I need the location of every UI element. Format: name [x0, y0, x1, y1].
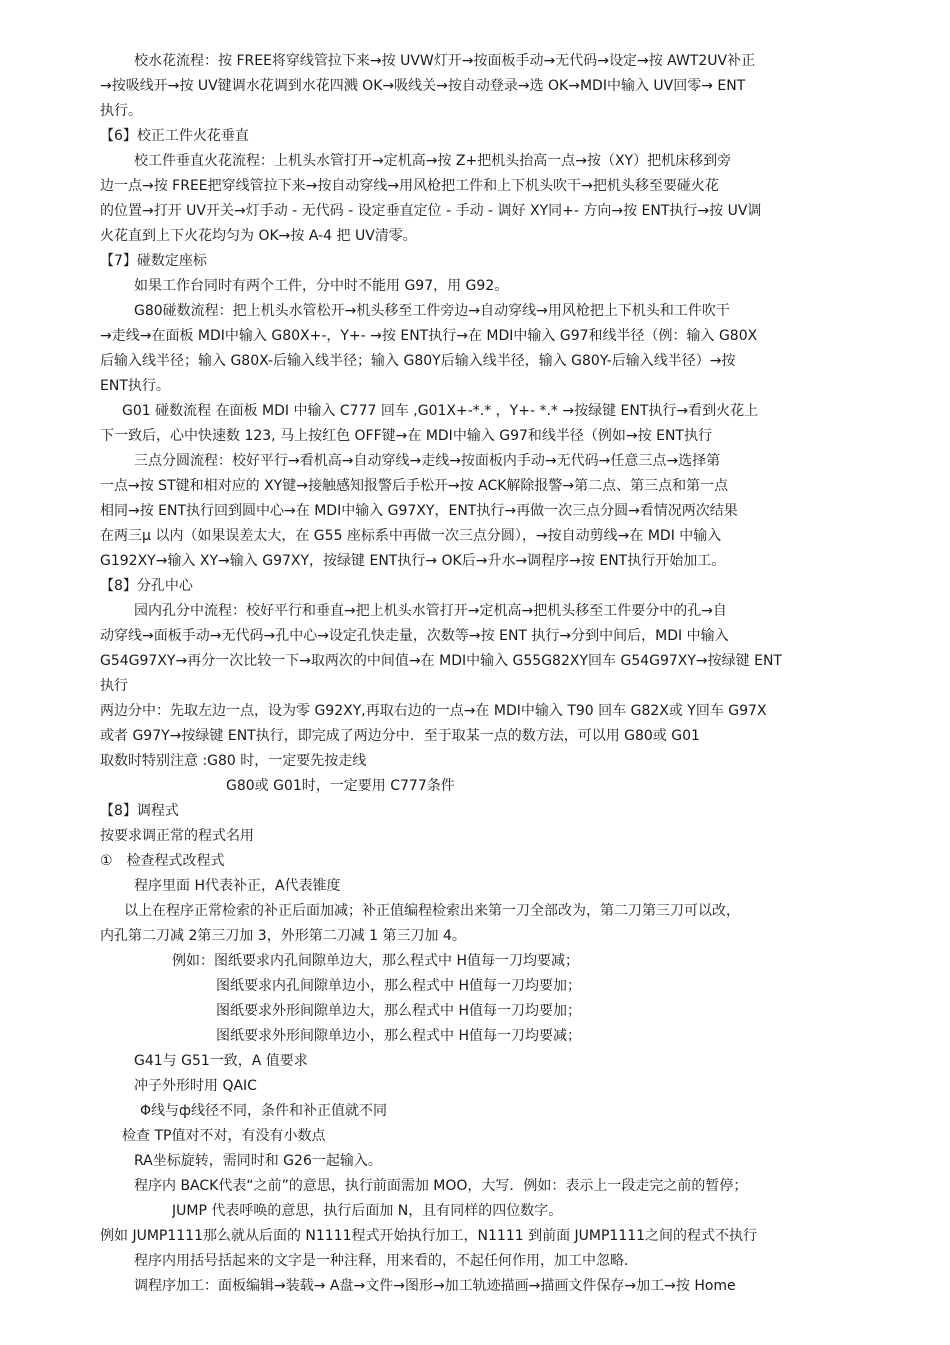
text-line: 相同→按 ENT执行回到圆中心→在 MDI中输入 G97XY，ENT执行→再做一次三点分圆→看情况两次结果	[100, 503, 738, 519]
text-line: 校工件垂直火花流程：上机头水管打开→定机高→按 Z+把机头抬高一点→按（XY）把机床移到旁	[134, 153, 732, 169]
text-line: 或者 G97Y→按绿键 ENT执行，即完成了两边分中．至于取某一点的数方法，可以用 G80或 G01	[100, 728, 700, 744]
text-line: RA坐标旋转，需同时和 G26一起输入。	[134, 1153, 382, 1169]
text-line: 园内孔分中流程：校好平行和垂直→把上机头水管打开→定机高→把机头移至工件要分中的孔→自	[134, 603, 727, 619]
text-line: →走线→在面板 MDI中输入 G80X+-，Y+- →按 ENT执行→在 MDI中输入 G97和线半径（例：输入 G80X	[100, 328, 758, 344]
text-line: 下一致后，心中快速数 123, 马上按红色 OFF键→在 MDI中输入 G97和线半径（例如→按 ENT执行	[100, 428, 712, 444]
text-line: G80或 G01时，一定要用 C777条件	[226, 778, 455, 794]
text-line: 例如 JUMP1111那么就从后面的 N1111程式开始执行加工，N1111 到前面 JUMP1111之间的程式不执行	[100, 1228, 758, 1244]
text-line: G01 碰数流程 在面板 MDI 中输入 C777 回车 ,G01X+-*.* ，Y+- *.* →按绿键 ENT执行→看到火花上	[122, 403, 759, 419]
text-line: 例如：图纸要求内孔间隙单边大，那么程式中 H值每一刀均要减；	[172, 953, 579, 969]
text-line: 调程序加工：面板编辑→装载→ A盘→文件→图形→加工轨迹描画→描画文件保存→加工→按 Home	[134, 1278, 736, 1294]
text-line: 的位置→打开 UV开关→灯手动 - 无代码 - 设定垂直定位 - 手动 - 调好 XY同+- 方向→按 ENT执行→按 UV调	[100, 203, 762, 219]
section-heading: 【7】碰数定座标	[100, 253, 207, 269]
text-line: G54G97XY→再分一次比较一下→取两次的中间值→在 MDI中输入 G55G82XY回车 G54G97XY→按绿键 ENT	[100, 653, 782, 669]
text-line: 内孔第二刀减 2第三刀加 3，外形第二刀减 1 第三刀加 4。	[100, 928, 466, 944]
text-line: 检查 TP值对不对，有没有小数点	[122, 1128, 326, 1144]
text-line: 三点分圆流程：校好平行→看机高→自动穿线→走线→按面板内手动→无代码→任意三点→选择第	[134, 453, 721, 469]
text-line: 冲子外形时用 QAIC	[134, 1078, 257, 1094]
text-line: 在两三μ 以内（如果误差太大，在 G55 座标系中再做一次三点分圆），→按自动剪线→在 MDI 中输入	[100, 528, 722, 544]
text-line: G192XY→输入 XY→输入 G97XY，按绿键 ENT执行→ OK后→升水→调程序→按 ENT执行开始加工。	[100, 553, 726, 569]
text-line: 后输入线半径；输入 G80X-后输入线半径；输入 G80Y后输入线半径，输入 G80Y-后输入线半径）→按	[100, 353, 736, 369]
text-line: Φ线与ф线径不同，条件和补正值就不同	[140, 1103, 387, 1119]
text-line: JUMP 代表呼唤的意思，执行后面加 N，且有同样的四位数字。	[172, 1203, 563, 1219]
text-line: 执行	[100, 678, 128, 694]
text-line: 按要求调正常的程式名用	[100, 828, 254, 844]
text-line: 火花直到上下火花均匀为 OK→按 A-4 把 UV清零。	[100, 228, 417, 244]
section-heading: 【6】校正工件火花垂直	[100, 128, 249, 144]
text-line: 取数时特别注意 :G80 时，一定要先按走线	[100, 753, 367, 769]
section-heading: 【8】分孔中心	[100, 578, 193, 594]
text-line: G41与 G51一致，A 值要求	[134, 1053, 308, 1069]
text-line: 程序里面 H代表补正，A代表锥度	[134, 878, 341, 894]
text-line: ENT执行。	[100, 378, 170, 394]
text-line: 执行。	[100, 103, 142, 119]
text-line: 两边分中：先取左边一点，设为零 G92XY,再取右边的一点→在 MDI中输入 T90 回车 G82X或 Y回车 G97X	[100, 703, 767, 719]
text-line: 程序内 BACK代表“之前”的意思，执行前面需加 MOO，大写．例如：表示上一段走完之前的暂停；	[134, 1178, 748, 1194]
text-line: 边一点→按 FREE把穿线管拉下来→按自动穿线→用风枪把工件和上下机头吹干→把机头移至要碰火花	[100, 178, 719, 194]
text-line: G80碰数流程：把上机头水管松开→机头移至工件旁边→自动穿线→用风枪把上下机头和工件吹干	[134, 303, 730, 319]
text-line: 图纸要求外形间隙单边小，那么程式中 H值每一刀均要减；	[216, 1028, 581, 1044]
text-line: 以上在程序正常检索的补正后面加减；补正值编程检索出来第一刀全部改为，第二刀第三刀可以改，	[124, 903, 740, 919]
text-line: 图纸要求外形间隙单边大，那么程式中 H值每一刀均要加；	[216, 1003, 581, 1019]
text-line: →按吸线开→按 UV键调水花调到水花四溅 OK→吸线关→按自动登录→选 OK→MDI中输入 UV回零→ ENT	[100, 78, 746, 94]
text-line: 动穿线→面板手动→无代码→孔中心→设定孔快走量，次数等→按 ENT 执行→分到中间后，MDI 中输入	[100, 628, 729, 644]
text-line: 一点→按 ST键和相对应的 XY键→接触感知报警后手松开→按 ACK解除报警→第二点、第三点和第一点	[100, 478, 729, 494]
section-heading: 【8】调程式	[100, 803, 179, 819]
text-line: ① 检查程式改程式	[100, 853, 225, 869]
text-line: 程序内用括号括起来的文字是一种注释，用来看的，不起任何作用，加工中忽略．	[134, 1253, 638, 1269]
text-line: 校水花流程：按 FREE将穿线管拉下来→按 UVW灯开→按面板手动→无代码→设定→按 AWT2UV补正	[134, 53, 756, 69]
text-line: 图纸要求内孔间隙单边小，那么程式中 H值每一刀均要加；	[216, 978, 581, 994]
text-line: 如果工作台同时有两个工件，分中时不能用 G97，用 G92。	[134, 278, 509, 294]
